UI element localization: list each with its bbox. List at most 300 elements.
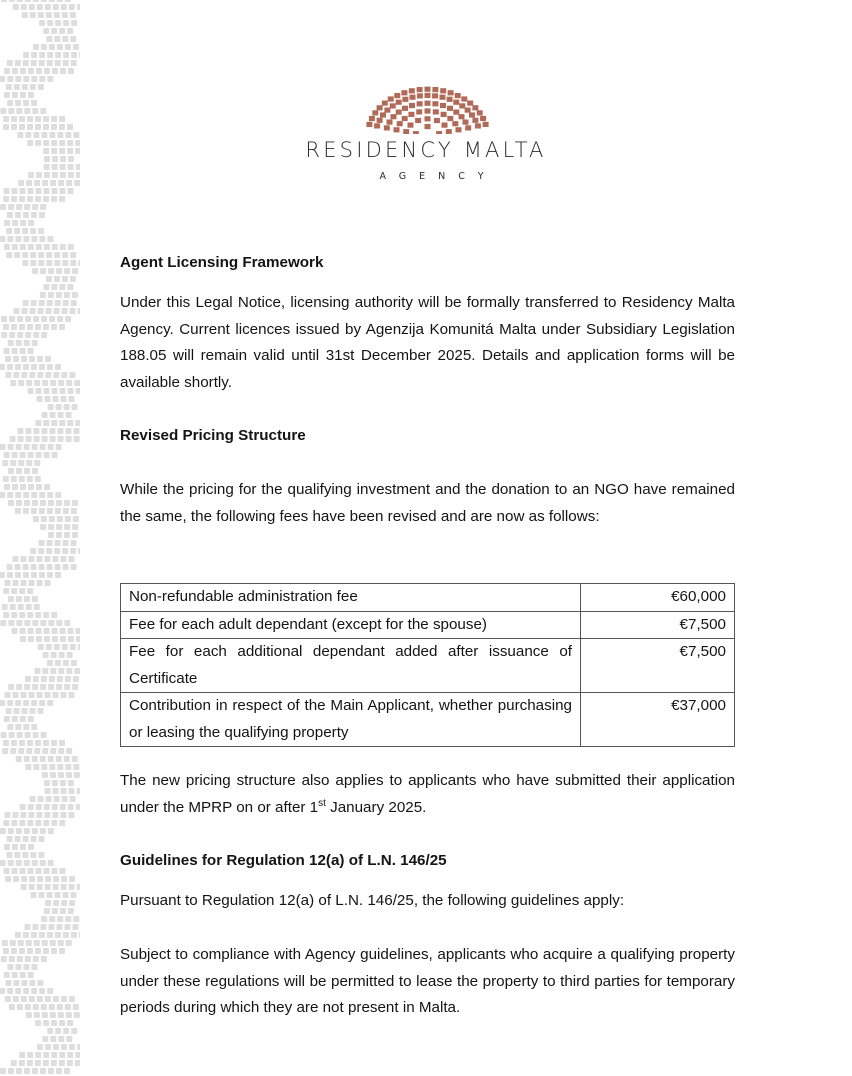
pattern-tile	[30, 252, 36, 258]
table-row	[121, 693, 735, 747]
pattern-tile	[55, 60, 61, 66]
pattern-tile	[3, 324, 9, 330]
pattern-tile	[39, 300, 45, 306]
pattern-tile	[39, 60, 45, 66]
pattern-tile	[24, 500, 30, 506]
pattern-tile	[28, 716, 34, 722]
pattern-tile	[39, 988, 45, 994]
pattern-tile	[6, 852, 12, 858]
pattern-tile	[40, 444, 46, 450]
pattern-tile	[66, 748, 72, 754]
pattern-tile	[29, 876, 35, 882]
pattern-tile	[17, 956, 23, 962]
pattern-tile	[48, 620, 54, 626]
pattern-tile	[49, 916, 55, 922]
pattern-tile	[16, 500, 22, 506]
pattern-tile	[37, 884, 43, 890]
logo-tile	[372, 110, 378, 115]
logo-tile	[410, 95, 416, 100]
pattern-tile	[19, 820, 25, 826]
pattern-tile	[46, 36, 52, 42]
pattern-tile	[27, 124, 33, 130]
pattern-tile	[22, 260, 28, 266]
pattern-tile	[22, 12, 28, 18]
pattern-tile	[4, 716, 10, 722]
pattern-tile	[31, 564, 37, 570]
pattern-tile	[23, 52, 29, 58]
pattern-tile	[41, 0, 47, 2]
pattern-tile	[15, 988, 21, 994]
pattern-tile	[17, 732, 23, 738]
pattern-tile	[59, 196, 65, 202]
logo-tile	[472, 105, 478, 110]
pattern-tile	[60, 636, 66, 642]
pattern-tile	[69, 996, 75, 1002]
pattern-tile	[44, 628, 50, 634]
pattern-tile	[29, 884, 35, 890]
logo-tile	[377, 118, 383, 123]
pattern-tile	[5, 580, 11, 586]
pattern-tile	[65, 316, 71, 322]
pattern-tile	[16, 828, 22, 834]
pattern-tile	[9, 1004, 15, 1010]
pattern-tile	[40, 924, 46, 930]
pattern-tile	[7, 988, 13, 994]
pattern-tile	[43, 284, 49, 290]
pattern-tile	[51, 1020, 57, 1026]
pattern-tile	[43, 196, 49, 202]
fee-amount: €37,000	[581, 693, 735, 747]
pattern-tile	[32, 828, 38, 834]
pattern-tile	[52, 68, 58, 74]
pattern-tile	[56, 756, 62, 762]
pattern-tile	[50, 668, 56, 674]
pattern-tile	[73, 676, 79, 682]
pattern-tile	[21, 812, 27, 818]
pattern-tile	[0, 572, 5, 578]
pattern-tile	[69, 812, 75, 818]
pattern-tile	[32, 620, 38, 626]
pattern-tile	[38, 228, 44, 234]
pattern-tile	[63, 660, 69, 666]
pattern-tile	[78, 308, 81, 314]
pattern-tile	[45, 580, 51, 586]
pattern-tile	[61, 396, 67, 402]
pattern-tile	[59, 116, 65, 122]
pattern-tile	[50, 940, 56, 946]
pattern-tile	[40, 620, 46, 626]
pattern-tile	[20, 804, 26, 810]
pattern-tile	[34, 436, 40, 442]
pattern-tile	[8, 596, 14, 602]
pattern-tile	[48, 756, 54, 762]
logo-tile	[415, 118, 421, 123]
pattern-tile	[32, 684, 38, 690]
pattern-tile	[14, 308, 20, 314]
residency-malta-logo-icon	[360, 72, 495, 134]
pattern-tile	[45, 812, 51, 818]
pattern-tile	[51, 740, 57, 746]
pattern-tile	[45, 556, 51, 562]
pattern-tile	[59, 652, 65, 658]
pattern-tile	[48, 404, 54, 410]
pattern-tile	[39, 508, 45, 514]
pattern-tile	[11, 324, 17, 330]
pattern-tile	[16, 204, 22, 210]
pattern-tile	[46, 548, 52, 554]
logo-tile	[416, 109, 422, 114]
pattern-tile	[28, 452, 34, 458]
pattern-tile	[7, 100, 13, 106]
pattern-tile	[40, 268, 46, 274]
pattern-tile	[48, 292, 54, 298]
pattern-tile	[43, 612, 49, 618]
pattern-tile	[31, 508, 37, 514]
pattern-tile	[23, 364, 29, 370]
pattern-tile	[18, 380, 24, 386]
pattern-tile	[49, 516, 55, 522]
pattern-tile	[76, 628, 81, 634]
pattern-tile	[20, 484, 26, 490]
pattern-tile	[63, 564, 69, 570]
pattern-tile	[5, 356, 11, 362]
pattern-tile	[56, 444, 62, 450]
pattern-tile	[17, 0, 23, 2]
pattern-tile	[35, 1052, 41, 1058]
pattern-tile	[24, 596, 30, 602]
pattern-tile	[37, 692, 43, 698]
pattern-tile	[40, 292, 46, 298]
pattern-tile	[25, 1004, 31, 1010]
pattern-tile	[56, 924, 62, 930]
pattern-tile	[47, 76, 53, 82]
pattern-tile	[0, 620, 6, 626]
pattern-tile	[48, 860, 54, 866]
pattern-tile	[60, 388, 66, 394]
pattern-tile	[20, 188, 26, 194]
pattern-tile	[43, 740, 49, 746]
pattern-tile	[32, 756, 38, 762]
pattern-tile	[28, 220, 34, 226]
pattern-tile	[47, 660, 53, 666]
pattern-tile	[64, 684, 70, 690]
pattern-tile	[69, 900, 75, 906]
pattern-tile	[31, 76, 37, 82]
pattern-tile	[27, 324, 33, 330]
pattern-tile	[61, 900, 67, 906]
pattern-tile	[45, 356, 51, 362]
pattern-tile	[63, 300, 69, 306]
pattern-tile	[56, 620, 62, 626]
pattern-tile	[71, 932, 77, 938]
pattern-tile	[6, 84, 12, 90]
pattern-tile	[58, 940, 64, 946]
pattern-tile	[19, 1052, 25, 1058]
pattern-tile	[0, 364, 5, 370]
logo-tile	[441, 112, 447, 117]
logo-tile	[453, 100, 459, 105]
pattern-tile	[24, 468, 30, 474]
pattern-tile	[63, 932, 69, 938]
pattern-tile	[43, 652, 49, 658]
pattern-tile	[70, 796, 76, 802]
logo-tile	[425, 101, 431, 106]
pattern-tile	[30, 12, 36, 18]
pattern-tile	[50, 1036, 56, 1042]
pattern-tile	[15, 508, 21, 514]
pattern-tile	[69, 4, 75, 10]
pattern-tile	[74, 1012, 80, 1018]
pattern-tile	[32, 340, 38, 346]
pattern-tile	[68, 388, 74, 394]
logo-tile	[456, 127, 462, 132]
pattern-tile	[24, 756, 30, 762]
pattern-tile	[61, 692, 67, 698]
pattern-tile	[1, 732, 7, 738]
pattern-tile	[8, 444, 14, 450]
pattern-tile	[57, 764, 63, 770]
pattern-tile	[23, 932, 29, 938]
pattern-tile	[52, 908, 58, 914]
pattern-tile	[0, 828, 6, 834]
pattern-tile	[16, 444, 22, 450]
pattern-tile	[49, 316, 55, 322]
pattern-tile	[31, 700, 37, 706]
pattern-tile	[13, 372, 19, 378]
pattern-tile	[51, 612, 57, 618]
pattern-tile	[20, 716, 26, 722]
pattern-tile	[70, 12, 76, 18]
pattern-tile	[21, 884, 27, 890]
pattern-tile	[35, 612, 41, 618]
pattern-tile	[3, 948, 9, 954]
pattern-tile	[22, 308, 28, 314]
pattern-tile	[40, 828, 46, 834]
pattern-tile	[55, 20, 61, 26]
pattern-tile	[54, 12, 60, 18]
pattern-tile	[29, 692, 35, 698]
pattern-tile	[60, 804, 66, 810]
pattern-tile	[40, 500, 46, 506]
pattern-tile	[35, 948, 41, 954]
pattern-tile	[72, 292, 78, 298]
pattern-tile	[61, 996, 67, 1002]
pattern-tile	[59, 324, 65, 330]
pattern-tile	[24, 1068, 30, 1074]
pattern-tile	[76, 164, 80, 170]
pattern-tile	[67, 652, 73, 658]
pattern-tile	[47, 564, 53, 570]
pattern-tile	[65, 428, 71, 434]
pattern-tile	[73, 44, 79, 50]
pattern-tile	[50, 436, 56, 442]
pattern-tile	[15, 700, 21, 706]
pattern-tile	[8, 108, 14, 114]
pattern-tile	[22, 852, 28, 858]
pattern-tile	[46, 796, 52, 802]
pattern-tile	[8, 468, 14, 474]
pattern-tile	[45, 900, 51, 906]
pattern-tile	[38, 84, 44, 90]
pattern-tile	[28, 844, 34, 850]
pattern-tile	[39, 572, 45, 578]
pattern-tile	[70, 644, 76, 650]
pattern-tile	[53, 4, 59, 10]
pattern-tile	[0, 860, 6, 866]
pattern-tile	[22, 708, 28, 714]
pattern-tile	[10, 460, 16, 466]
pattern-tile	[66, 1036, 72, 1042]
pattern-tile	[30, 708, 36, 714]
pattern-tile	[57, 516, 63, 522]
pattern-tile	[28, 972, 34, 978]
pattern-tile	[41, 1004, 47, 1010]
pattern-tile	[32, 1068, 38, 1074]
pattern-tile	[73, 428, 79, 434]
pattern-tile	[19, 612, 25, 618]
pattern-tile	[17, 316, 23, 322]
pattern-tile	[25, 732, 31, 738]
pattern-tile	[47, 988, 53, 994]
pattern-tile	[40, 860, 46, 866]
pattern-tile	[44, 636, 50, 642]
pattern-tile	[16, 596, 22, 602]
pattern-tile	[57, 44, 63, 50]
pattern-tile	[56, 1068, 62, 1074]
pattern-tile	[62, 548, 68, 554]
pattern-tile	[33, 0, 39, 2]
pattern-tile	[76, 804, 80, 810]
pattern-tile	[47, 60, 53, 66]
pattern-tile	[43, 1052, 49, 1058]
logo-tile	[382, 101, 388, 106]
pattern-tile	[0, 492, 5, 498]
pattern-tile	[45, 996, 51, 1002]
pattern-tile	[34, 380, 40, 386]
pattern-tile	[44, 780, 50, 786]
pattern-tile	[71, 540, 77, 546]
pattern-tile	[31, 964, 37, 970]
logo-tile	[432, 87, 438, 92]
pattern-tile	[56, 500, 62, 506]
pattern-tile	[23, 700, 29, 706]
pattern-tile	[68, 164, 74, 170]
pattern-tile	[35, 420, 41, 426]
pattern-tile	[39, 236, 45, 242]
pattern-tile	[38, 252, 44, 258]
logo-tile	[409, 88, 415, 93]
pattern-tile	[43, 1060, 49, 1066]
pattern-tile	[7, 236, 13, 242]
pattern-tile	[59, 948, 65, 954]
pattern-tile	[35, 324, 41, 330]
logo-tile	[402, 106, 408, 111]
pattern-tile	[18, 436, 24, 442]
pattern-tile	[60, 68, 66, 74]
pattern-tile	[65, 676, 71, 682]
pattern-tile	[31, 572, 37, 578]
pattern-tile	[38, 308, 44, 314]
pattern-tile	[23, 572, 29, 578]
pattern-tile	[57, 0, 63, 2]
pattern-tile	[64, 1068, 70, 1074]
pattern-tile	[67, 1060, 73, 1066]
pattern-tile	[71, 892, 77, 898]
pattern-tile	[21, 876, 27, 882]
pattern-tile	[12, 628, 18, 634]
pattern-tile	[30, 852, 36, 858]
pattern-tile	[55, 300, 61, 306]
pattern-tile	[20, 636, 26, 642]
pattern-tile	[15, 100, 21, 106]
logo-tile	[447, 106, 453, 111]
fee-description: Fee for each adult dependant (except for the spouse)	[121, 611, 581, 639]
pattern-tile	[53, 692, 59, 698]
pattern-tile	[3, 124, 9, 130]
section-heading-pricing: Revised Pricing Structure	[120, 427, 306, 444]
pattern-tile	[64, 924, 70, 930]
pattern-tile	[35, 196, 41, 202]
pattern-tile	[7, 364, 13, 370]
pattern-tile	[39, 932, 45, 938]
pattern-tile	[1, 316, 7, 322]
pattern-tile	[24, 924, 30, 930]
pattern-tile	[63, 20, 69, 26]
pattern-tile	[24, 108, 30, 114]
pattern-tile	[58, 412, 64, 418]
pattern-tile	[3, 196, 9, 202]
pattern-tile	[30, 228, 36, 234]
pattern-tile	[48, 924, 54, 930]
pattern-tile	[54, 644, 60, 650]
pattern-tile	[72, 404, 78, 410]
logo-tile	[401, 90, 407, 95]
pattern-tile	[45, 4, 51, 10]
pattern-tile	[38, 260, 44, 266]
pattern-tile	[15, 836, 21, 842]
pattern-tile	[36, 628, 42, 634]
pattern-tile	[18, 604, 24, 610]
pattern-tile	[77, 4, 80, 10]
pattern-tile	[17, 1004, 23, 1010]
pattern-tile	[45, 692, 51, 698]
pattern-tile	[20, 68, 26, 74]
pattern-tile	[42, 436, 48, 442]
logo-tile	[374, 123, 380, 128]
pattern-tile	[48, 524, 54, 530]
logo-tile	[432, 93, 438, 98]
pattern-tile	[1, 956, 7, 962]
pattern-tile	[15, 60, 21, 66]
pattern-tile	[25, 676, 31, 682]
pattern-tile	[65, 764, 71, 770]
pattern-tile	[16, 108, 22, 114]
logo-tile	[396, 110, 402, 115]
pattern-tile	[25, 764, 31, 770]
pattern-tile	[61, 1044, 67, 1050]
pattern-tile	[65, 516, 71, 522]
pattern-tile	[33, 316, 39, 322]
logo-tile	[396, 100, 402, 105]
pattern-tile	[39, 492, 45, 498]
pattern-tile	[37, 580, 43, 586]
pattern-tile	[30, 796, 36, 802]
pattern-tile	[37, 372, 43, 378]
pattern-tile	[74, 436, 80, 442]
pattern-tile	[71, 508, 77, 514]
pattern-tile	[39, 836, 45, 842]
pattern-tile	[70, 252, 76, 258]
